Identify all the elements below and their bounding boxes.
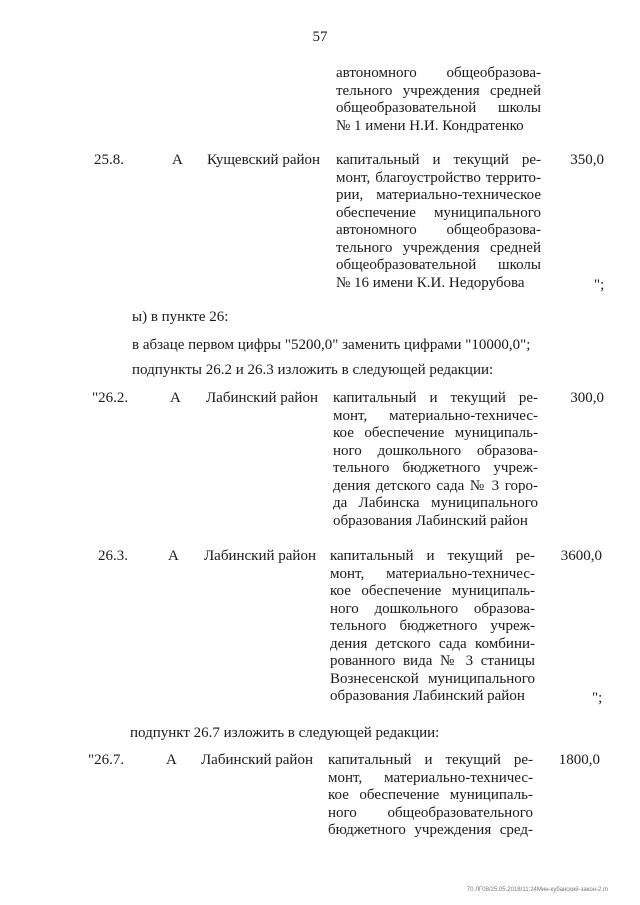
desc-line: кое обеспечение муниципаль-	[330, 583, 535, 599]
desc-line: тельного учреждения средней	[336, 82, 541, 99]
row-amount: 1800,0	[558, 752, 600, 768]
paragraph: ы) в пункте 26:	[132, 309, 229, 325]
desc-line: ного общеобразовательного	[328, 804, 533, 821]
desc-line: монт, материально-техничес-	[330, 565, 535, 582]
desc-line: тельного бюджетного учреж-	[330, 618, 535, 634]
desc-line: образования Лабинский район	[333, 512, 528, 529]
row-description	[330, 548, 535, 706]
desc-line: капитальный и текущий ре-	[333, 390, 538, 406]
paragraph: подпункты 26.2 и 26.3 изложить в следующей редакции:	[132, 362, 494, 378]
page-number: 57	[312, 29, 328, 45]
row-category: А	[170, 390, 181, 406]
paragraph: в абзаце первом цифры "5200,0" заменить цифрами "10000,0";	[132, 337, 531, 353]
desc-line: да Лабинска муниципального	[333, 495, 538, 511]
desc-line: монт, благоустройство террито-	[336, 169, 541, 186]
desc-line: образования Лабинский район	[330, 688, 525, 704]
desc-line: бюджетного учреждения сред-	[328, 822, 533, 838]
row-amount: 300,0	[570, 390, 604, 406]
row-category: А	[166, 752, 177, 768]
desc-line: монт, материально-техничес-	[328, 769, 533, 786]
footer-stamp: 70 ЛГ08/25.05.2018/11:24Мин-кубанский-закон-2.m	[466, 887, 608, 893]
closing-quote: ";	[592, 690, 603, 706]
row-district: Лабинский район	[206, 390, 318, 406]
desc-line: Вознесенской муниципального	[330, 670, 535, 687]
desc-line: ного дошкольного образова-	[333, 442, 538, 459]
paragraph: подпункт 26.7 изложить в следующей редакции:	[130, 725, 440, 741]
desc-line: № 1 имени Н.И. Кондратенко	[336, 117, 524, 134]
desc-line: тельного учреждения средней	[336, 239, 541, 256]
row-number: "26.2.	[92, 390, 129, 406]
desc-line: дения детского сада № 3 горо-	[333, 477, 538, 494]
desc-line: автономного общеобразова-	[336, 222, 541, 238]
row-number: 26.3.	[98, 548, 128, 564]
row-amount: 350,0	[570, 152, 604, 168]
desc-line: кое обеспечение муниципаль-	[328, 787, 533, 803]
row-description	[333, 390, 538, 530]
desc-line: тельного бюджетного учреж-	[333, 460, 538, 476]
row-category: А	[168, 548, 179, 564]
row-district: Лабинский район	[204, 548, 316, 564]
desc-line: обеспечение муниципального	[336, 204, 541, 221]
desc-line: общеобразовательной школы	[336, 100, 541, 116]
row-number: 25.8.	[94, 152, 124, 168]
row-category: А	[172, 152, 183, 168]
desc-line: капитальный и текущий ре-	[330, 548, 535, 564]
row-district: Лабинский район	[201, 752, 313, 768]
desc-line: № 16 имени К.И. Недорубова	[336, 274, 525, 291]
desc-line: рии, материально-техническое	[336, 187, 541, 203]
closing-quote: ";	[594, 277, 605, 293]
desc-line: капитальный и текущий ре-	[336, 152, 541, 168]
row-district: Кущевский район	[207, 152, 321, 168]
desc-line: ного дошкольного образова-	[330, 600, 535, 617]
row-amount: 3600,0	[560, 548, 602, 564]
desc-line: общеобразовательной школы	[336, 257, 541, 273]
desc-line: дения детского сада комбини-	[330, 635, 535, 652]
desc-line: автономного общеобразова-	[336, 65, 541, 81]
desc-line: капитальный и текущий ре-	[328, 752, 533, 768]
row-number: "26.7.	[88, 752, 125, 768]
desc-line: кое обеспечение муниципаль-	[333, 425, 538, 441]
row-description	[328, 752, 533, 840]
desc-line: монт, материально-техничес-	[333, 407, 538, 424]
continuation-description	[336, 65, 541, 135]
desc-line: рованного вида № 3 станицы	[330, 653, 535, 669]
row-description	[336, 152, 541, 292]
